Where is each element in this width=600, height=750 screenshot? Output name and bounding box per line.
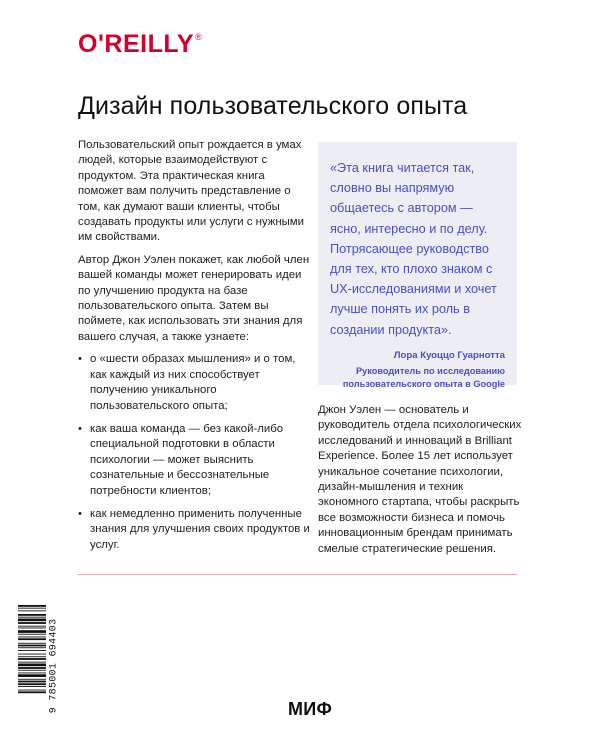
oreilly-logo-text: O'REILLY: [78, 30, 194, 58]
barcode-bar: [18, 634, 46, 635]
registered-mark: ®: [195, 32, 203, 42]
barcode-bar: [18, 656, 46, 657]
barcode-bar: [18, 664, 46, 667]
barcode-bar: [18, 637, 46, 638]
barcode-bar: [18, 674, 46, 677]
barcode-bar: [18, 683, 46, 685]
barcode-bar: [18, 647, 46, 648]
barcode-bar: [18, 658, 46, 660]
barcode-bar: [18, 619, 46, 622]
barcode-bar: [18, 670, 46, 671]
barcode-bars: [18, 603, 46, 729]
barcode-bar: [18, 630, 46, 633]
oreilly-logo: [78, 30, 202, 59]
benefits-list: [78, 352, 310, 553]
barcode-bar: [18, 643, 46, 644]
testimonial-box: [318, 142, 517, 390]
barcode-bar: [18, 654, 46, 655]
description-column: [78, 138, 310, 561]
barcode-bar: [18, 673, 46, 674]
benefit-item: • как немедленно применить полученные знания для улучшения своих продуктов и услуг.: [78, 507, 310, 553]
benefit-item: • как ваша команда — без какой-либо специальной подготовки в области психологии — может выяснить сознательные и бессознательные потребности клиентов;: [78, 422, 310, 499]
barcode-bar: [18, 614, 46, 616]
barcode-bar: [18, 605, 46, 607]
barcode-bar: [18, 681, 46, 683]
barcode-bar: [18, 679, 46, 680]
barcode: [18, 603, 60, 729]
barcode-bar: [18, 628, 46, 629]
testimonial-quote: «Эта книга читается так, словно вы напрямую общаетесь с автором — ясно, интересно и по делу. Потрясающее руководство для тех, кто плохо знаком с UX-исследованиями и хочет лучше понять их роль в создании продукта».: [330, 161, 497, 337]
barcode-bar: [18, 638, 46, 640]
testimonial-author: Лора Куоццо Гуарнотта: [393, 349, 505, 361]
author-bio: Джон Уэлен — основатель и руководитель отдела психологических исследований и инноваций в Brilliant Experience. Более 15 лет использует уникальное сочетание психологии, дизайн-мышления и техник экономного стартапа, чтобы раскрыть все возможности бизнеса и помочь инновационным брендам принимать смелые стратегические решения.: [318, 404, 522, 555]
barcode-bar: [18, 610, 46, 611]
barcode-bar: [18, 650, 46, 651]
barcode-bar: [18, 626, 46, 627]
barcode-bar: [18, 667, 46, 669]
barcode-bar: [18, 608, 46, 609]
barcode-bar: [18, 686, 46, 687]
barcode-bar: [18, 690, 46, 691]
isbn-number-wrap: [48, 603, 60, 729]
barcode-bar: [18, 691, 46, 693]
barcode-bar: [18, 662, 46, 663]
intro-paragraph-1: Пользовательский опыт рождается в умах людей, которые взаимодействуют с продуктом. Эта практическая книга поможет вам получить представление о том, как думают ваши клиенты, чтобы создавать продукты или услуги с нужными им свойствами.: [78, 139, 305, 244]
divider-line: [78, 574, 517, 575]
barcode-bar: [18, 645, 46, 647]
isbn-number: 9 785001 694403: [48, 618, 60, 714]
book-title: Дизайн пользовательского опыта: [78, 92, 468, 120]
testimonial-author-role: Руководитель по исследованию пользовательского опыта в Google: [342, 365, 505, 390]
benefit-item: • о «шести образах мышления» и о том, как каждый из них способствует получению уникального пользовательского опыта;: [78, 352, 310, 414]
barcode-bar: [18, 622, 46, 624]
mif-imprint-logo: МИФ: [288, 699, 333, 719]
intro-paragraph-2: Автор Джон Уэлен покажет, как любой член вашей команды может генерировать идеи по улучшению продукта на базе пользовательского опыта. Затем вы поймете, как использовать эти знания для вашего случая, а также узнаете:: [78, 253, 310, 343]
barcode-bar: [18, 617, 46, 618]
